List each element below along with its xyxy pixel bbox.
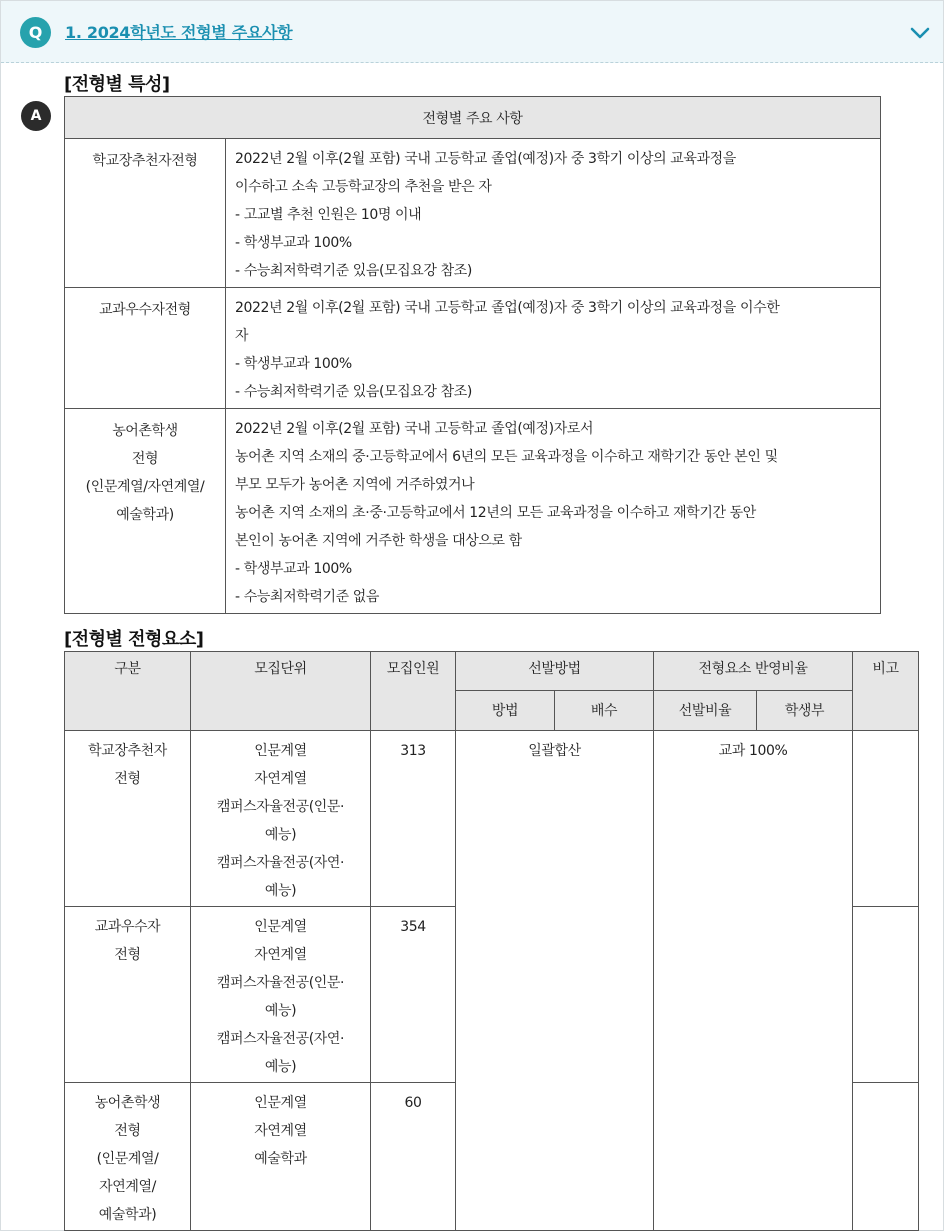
header-quota: 모집인원 bbox=[371, 652, 456, 731]
note-cell bbox=[853, 907, 919, 1083]
unit-line: 자연계열 bbox=[254, 947, 307, 963]
quota-cell: 60 bbox=[371, 1083, 456, 1231]
requirement-line: 이수하고 소속 고등학교장의 추천을 받은 자 bbox=[235, 179, 492, 195]
admission-type-name: 농어촌학생 bbox=[112, 423, 178, 439]
table-row bbox=[65, 409, 881, 614]
admission-type-name: 교과우수자전형 bbox=[99, 302, 191, 318]
header-method-multiple: 배수 bbox=[555, 691, 654, 731]
unit-line: 예능) bbox=[264, 883, 297, 899]
category-line: 전형 bbox=[114, 771, 141, 787]
elements-table bbox=[64, 651, 919, 1231]
quota-cell: 354 bbox=[371, 907, 456, 1083]
unit-line: 인문계열 bbox=[254, 1095, 307, 1111]
units-cell bbox=[191, 1083, 371, 1231]
note-cell bbox=[853, 731, 919, 907]
requirement-line: 본인이 농어촌 지역에 거주한 학생을 대상으로 함 bbox=[235, 533, 522, 549]
admission-type-cell bbox=[65, 139, 226, 288]
units-cell bbox=[191, 907, 371, 1083]
table-header: 전형별 주요 사항 bbox=[65, 97, 881, 139]
requirement-line: - 수능최저학력기준 없음 bbox=[235, 589, 379, 605]
requirement-line: - 학생부교과 100% bbox=[235, 561, 352, 577]
units-cell bbox=[191, 731, 371, 907]
answer-badge: A bbox=[21, 101, 51, 131]
requirement-line: - 고교별 추천 인원은 10명 이내 bbox=[235, 207, 422, 223]
quota-cell: 313 bbox=[371, 731, 456, 907]
question-title[interactable]: 1. 2024학년도 전형별 주요사항 bbox=[65, 23, 293, 42]
category-cell bbox=[65, 731, 191, 907]
requirement-line: 2022년 2월 이후(2월 포함) 국내 고등학교 졸업(예정)자 중 3학기 이상의 교육과정을 bbox=[235, 151, 736, 167]
unit-line: 캠퍼스자율전공(자연· bbox=[216, 855, 345, 871]
unit-line: 예술학과 bbox=[254, 1151, 307, 1167]
admission-type-name: (인문계열/자연계열/ bbox=[85, 479, 205, 495]
unit-line: 자연계열 bbox=[254, 1123, 307, 1139]
category-line: 교과우수자 bbox=[94, 919, 161, 935]
unit-line: 자연계열 bbox=[254, 771, 307, 787]
category-line: 전형 bbox=[114, 947, 141, 963]
header-note: 비고 bbox=[853, 652, 919, 731]
header-ratio-select: 선발비율 bbox=[654, 691, 757, 731]
header-unit: 모집단위 bbox=[191, 652, 371, 731]
unit-line: 캠퍼스자율전공(인문· bbox=[216, 799, 345, 815]
question-header[interactable] bbox=[1, 1, 943, 63]
category-line: 농어촌학생 bbox=[94, 1095, 161, 1111]
requirements-cell bbox=[226, 139, 881, 288]
admission-type-name: 예술학과) bbox=[116, 507, 174, 523]
requirements-cell bbox=[226, 409, 881, 614]
requirement-line: - 수능최저학력기준 있음(모집요강 참조) bbox=[235, 263, 472, 279]
admission-type-name: 전형 bbox=[131, 451, 159, 467]
unit-line: 캠퍼스자율전공(인문· bbox=[216, 975, 345, 991]
admission-type-name: 학교장추천자전형 bbox=[92, 153, 198, 169]
requirement-line: - 학생부교과 100% bbox=[235, 356, 352, 372]
unit-line: 인문계열 bbox=[254, 919, 307, 935]
header-ratio: 전형요소 반영비율 bbox=[654, 652, 853, 691]
note-cell bbox=[853, 1083, 919, 1231]
unit-line: 인문계열 bbox=[254, 743, 307, 759]
category-cell bbox=[65, 907, 191, 1083]
chevron-down-icon[interactable] bbox=[908, 23, 932, 43]
requirement-line: 2022년 2월 이후(2월 포함) 국내 고등학교 졸업(예정)자로서 bbox=[235, 421, 594, 437]
requirement-line: 부모 모두가 농어촌 지역에 거주하였거나 bbox=[235, 477, 475, 493]
unit-line: 예능) bbox=[264, 827, 297, 843]
ratio-cell: 교과 100% bbox=[654, 731, 853, 1231]
requirement-line: 2022년 2월 이후(2월 포함) 국내 고등학교 졸업(예정)자 중 3학기 이상의 교육과정을 이수한 bbox=[235, 300, 780, 316]
table-row bbox=[65, 731, 919, 907]
header-method: 선발방법 bbox=[456, 652, 654, 691]
admission-type-cell bbox=[65, 288, 226, 409]
requirements-cell bbox=[226, 288, 881, 409]
unit-line: 캠퍼스자율전공(자연· bbox=[216, 1031, 345, 1047]
unit-line: 예능) bbox=[264, 1003, 297, 1019]
requirement-line: - 수능최저학력기준 있음(모집요강 참조) bbox=[235, 384, 472, 400]
requirement-line: - 학생부교과 100% bbox=[235, 235, 352, 251]
category-line: (인문계열/ bbox=[96, 1151, 159, 1167]
question-badge: Q bbox=[20, 17, 51, 48]
category-cell bbox=[65, 1083, 191, 1231]
method-cell: 일괄합산 bbox=[456, 731, 654, 1231]
unit-line: 예능) bbox=[264, 1059, 297, 1075]
category-line: 학교장추천자 bbox=[88, 743, 167, 759]
characteristics-table bbox=[64, 96, 881, 614]
table-row bbox=[65, 139, 881, 288]
table-row bbox=[65, 288, 881, 409]
requirement-line: 농어촌 지역 소재의 중·고등학교에서 6년의 모든 교육과정을 이수하고 재학기간 동안 본인 및 bbox=[235, 449, 778, 465]
section-title-elements: [전형별 전형요소] bbox=[64, 629, 204, 650]
requirement-line: 농어촌 지역 소재의 초·중·고등학교에서 12년의 모든 교육과정을 이수하고 재학기간 동안 bbox=[235, 505, 756, 521]
header-ratio-record: 학생부 bbox=[757, 691, 853, 731]
category-line: 예술학과) bbox=[98, 1207, 157, 1223]
category-line: 자연계열/ bbox=[99, 1179, 156, 1195]
admission-type-cell bbox=[65, 409, 226, 614]
section-title-characteristics: [전형별 특성] bbox=[64, 74, 170, 95]
category-line: 전형 bbox=[114, 1123, 141, 1139]
requirement-line: 자 bbox=[235, 328, 249, 344]
header-category: 구분 bbox=[65, 652, 191, 731]
header-method-way: 방법 bbox=[456, 691, 555, 731]
